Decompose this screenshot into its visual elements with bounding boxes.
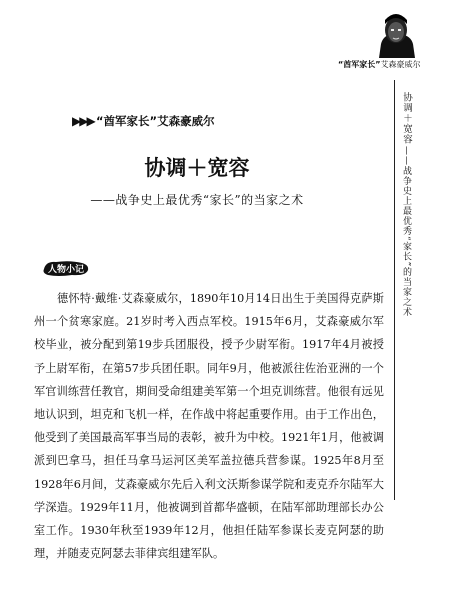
section-label: “酋军家长”艾森豪威尔 xyxy=(96,114,215,128)
portrait-image xyxy=(371,14,421,58)
header-caption xyxy=(338,59,450,70)
side-subtitle: ——战争史上最优秀“家长”的当家之术 xyxy=(401,146,411,318)
header-caption-name: 艾森豪威尔 xyxy=(380,60,421,69)
page-title: 协调＋宽容 xyxy=(144,155,250,180)
side-title: 协调＋宽容 xyxy=(401,92,412,145)
page-subtitle: ——战争史上最优秀“家长”的当家之术 xyxy=(90,193,304,207)
body-paragraph: 德怀特·戴维·艾森豪威尔，1890年10月14日出生于美国得克萨斯州一个贫寒家庭。21岁时考入西点军校。1915年6月，艾森豪威尔军校毕业，被分配到第19步兵团服役，授予少尉军衔。1917年4月被授予上尉军衔，在第57步兵团任职。同年9月，他被派往佐治亚洲的一个军官训练营任教官，期间受命组建美军第一个坦克训练营。他很有远见地认识到，坦克和飞机一样，在作战中将起重要作用。由于工作出色，他受到了美国最高军事当局的表彰，被升为中校。1921年1月，他被调派到巴拿马，担任马拿马运河区美军盖拉德兵营参谋。1925年8月至1928年6月间，艾森豪威尔先后入利文沃斯参谋学院和麦克乔尔陆军大学深造。1929年11月，他被调到首都华盛顿，在陆军部助理部长办公室工作。1930年秋至1939年12月，他担任陆军参谋长麦克阿瑟的助理，并随麦克阿瑟去菲律宾组建军队。 xyxy=(34,292,384,561)
badge-text: 人物小记 xyxy=(47,265,85,275)
brush-badge-icon xyxy=(42,259,90,278)
section-arrows-icon: ▶▶▶ xyxy=(72,114,94,128)
side-divider xyxy=(394,80,395,500)
header-caption-quoted: “酋军家长” xyxy=(338,60,381,69)
